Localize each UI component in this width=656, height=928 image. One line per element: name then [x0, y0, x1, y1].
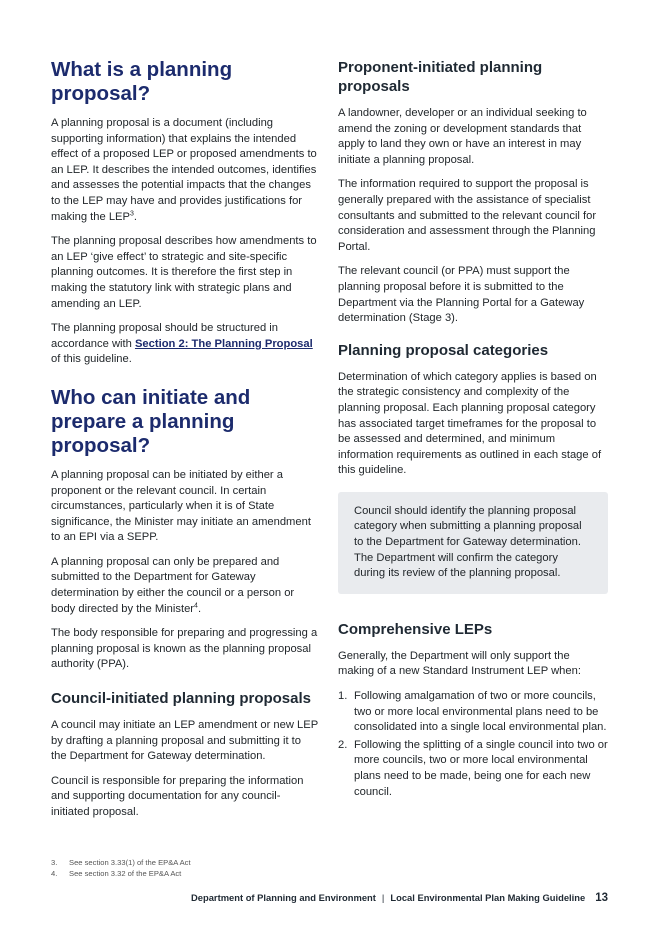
comprehensive-conditions-list: [338, 689, 608, 800]
left-column: [51, 58, 319, 830]
paragraph-landowner: A landowner, developer or an individual seeking to amend the zoning or development standards that apply to land they own or have an interest in may initiate a planning proposal.: [338, 107, 587, 166]
paragraph-ppa: The body responsible for preparing and progressing a planning proposal is known as the planning proposal authority (PPA).: [51, 627, 318, 671]
right-column: [338, 58, 608, 802]
footnote-item: [51, 868, 351, 879]
footnote-text: See section 3.32 of the EP&A Act: [69, 869, 182, 878]
paragraph-initiation: A planning proposal can be initiated by either a proponent or the relevant council. In certain circumstances, particularly when it is of State significance, the Minister may initiate an amendment to an EPI via a SEPP.: [51, 468, 311, 544]
section-2-link[interactable]: Section 2: The Planning Proposal: [134, 337, 313, 350]
list-item-number: 2.: [338, 738, 348, 751]
paragraph-prepared-end: .: [197, 602, 202, 615]
paragraph-comprehensive-intro: Generally, the Department will only support the making of a new Standard Instrument LEP when:: [338, 649, 581, 678]
footnote-number: 4.: [51, 869, 58, 878]
paragraph-structure-pre: The planning proposal should be structured in accordance with: [51, 322, 279, 350]
paragraph-structure: [51, 321, 319, 368]
paragraph-definition: [51, 116, 319, 225]
paragraph-definition-text: A planning proposal is a document (including supporting information) that explains the intended effect of a proposed LEP or proposed amendments to an LEP. It describes the intended outcomes, identifies and assesses the potential impacts that the changes to the LEP may have and provides justifications for making the LEP: [51, 117, 317, 223]
page-number: 13: [595, 892, 608, 904]
paragraph-prepared-submitted: [51, 555, 319, 617]
heading-planning-categories: Planning proposal categories: [338, 341, 549, 359]
paragraph-information-required: The information required to support the proposal is generally prepared with the assistance of specialist consultants and submitted to the relevant council for consideration and assessment through the Planning Portal.: [338, 178, 597, 253]
footnote-ref-4[interactable]: 4: [194, 601, 198, 609]
footer-separator: |: [381, 892, 385, 903]
paragraph-prepared-text: A planning proposal can only be prepared and submitted to the Department for Gateway determination by either the council or a person or body directed by the Minister: [51, 555, 295, 615]
heading-what-is-planning-proposal: What is a planning proposal?: [51, 58, 233, 105]
callout-box: [338, 492, 608, 594]
callout-text: Council should identify the planning proposal category when submitting a planning proposal to the Department for Gateway determination. The Department will confirm the category during its review of the planning proposal.: [354, 504, 582, 580]
paragraph-structure-post: of this guideline.: [51, 353, 132, 366]
list-item-text: Following amalgamation of two or more councils, two or more local environmental plans need to be consolidated into a single local environmental plan.: [354, 690, 607, 734]
footnote-number: 3.: [51, 858, 58, 867]
page-footer: [191, 892, 608, 904]
footer-department: Department of Planning and Environment: [191, 892, 376, 903]
list-item: [338, 738, 608, 800]
paragraph-council-may-initiate: A council may initiate an LEP amendment or new LEP by drafting a planning proposal and submitting it to the Department for Gateway determination.: [51, 719, 318, 763]
footnotes: [51, 857, 351, 879]
paragraph-give-effect: The planning proposal describes how amendments to an LEP ‘give effect’ to strategic and site-specific planning outcomes. It is therefore the first step in making the statutory link with strategic plans and amending an LEP.: [51, 235, 317, 310]
heading-proponent-initiated: Proponent-initiated planning proposals: [338, 59, 543, 95]
footnote-ref-3[interactable]: 3: [129, 209, 134, 217]
list-item-number: 1.: [338, 690, 348, 703]
list-item: [338, 689, 608, 736]
heading-council-initiated: Council-initiated planning proposals: [51, 690, 312, 708]
list-item-text: Following the splitting of a single council into two or more councils, two or more local environmental plans need to be made, being one for each new council.: [354, 738, 608, 798]
paragraph-definition-end: .: [133, 210, 137, 223]
footnote-item: [51, 857, 351, 868]
footnote-text: See section 3.33(1) of the EP&A Act: [69, 858, 191, 867]
footer-guideline-title: Local Environmental Plan Making Guideline: [390, 892, 586, 903]
heading-comprehensive-leps: Comprehensive LEPs: [338, 620, 493, 638]
paragraph-council-support: The relevant council (or PPA) must support the planning proposal before it is submitted to the Department via the Planning Portal for a Gateway determination (Stage 3).: [338, 265, 585, 325]
paragraph-council-responsible: Council is responsible for preparing the information and supporting documentation for any council-initiated proposal.: [51, 774, 304, 818]
paragraph-category-determination: Determination of which category applies is based on the strategic consistency and complexity of the planning proposal. Each planning proposal category has associated target timeframes for the proposal to be assessed and determined, and minimum information requirements as outlined in each stage of this guideline.: [338, 370, 602, 477]
heading-who-can-initiate: Who can initiate and prepare a planning proposal?: [51, 385, 251, 457]
